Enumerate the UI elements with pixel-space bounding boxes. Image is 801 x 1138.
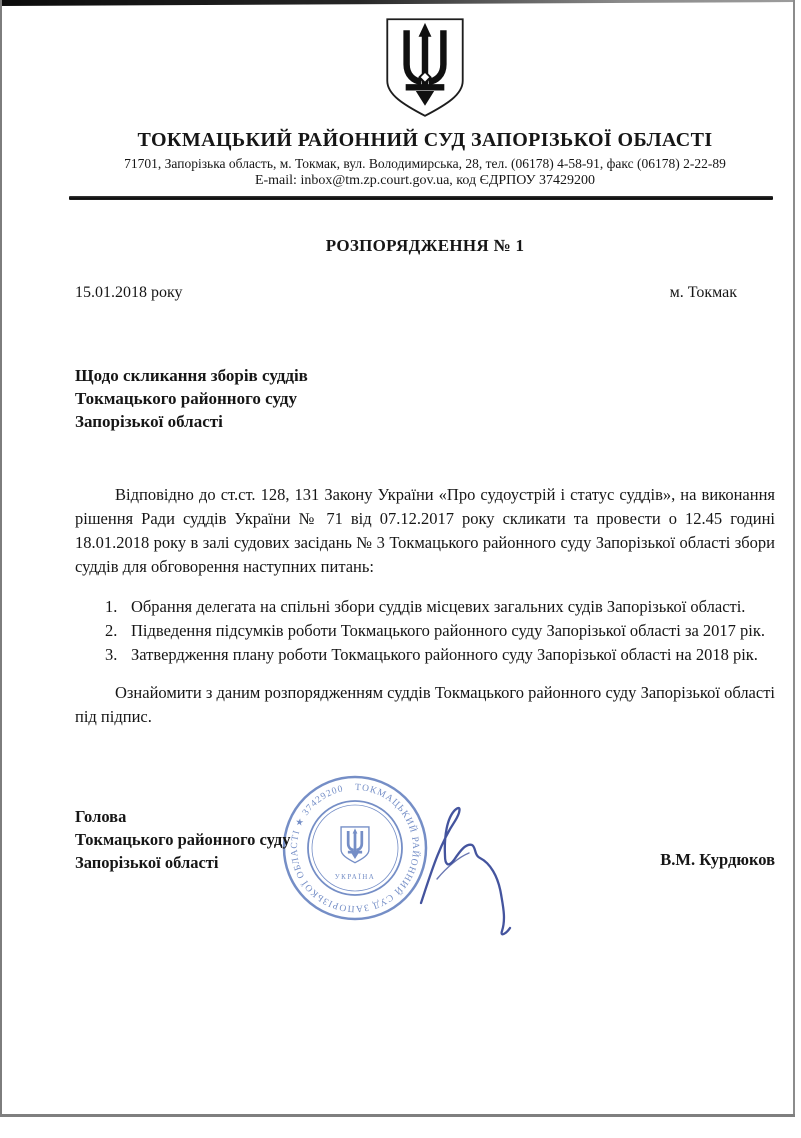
court-name: ТОКМАЦЬКИЙ РАЙОННИЙ СУД ЗАПОРІЗЬКОЇ ОБЛАСТІ (137, 129, 713, 151)
letterhead (75, 16, 775, 200)
agenda-item (105, 595, 775, 619)
dateline (75, 284, 775, 302)
document-place: м. Токмак (669, 284, 737, 301)
subject-line: Токмацького районного суду (75, 389, 297, 408)
agenda-item-number: 2. (105, 621, 118, 640)
agenda-item (105, 643, 775, 667)
signer-role-line: Токмацького районного суду (75, 830, 291, 849)
document-date: 15.01.2018 року (75, 284, 183, 301)
agenda-item-text: Обрання делегата на спільні збори суддів місцевих загальних судів Запорізької області. (131, 597, 746, 616)
document-title: РОЗПОРЯДЖЕННЯ № 1 (325, 236, 525, 255)
agenda-item-number: 3. (105, 645, 118, 664)
intro-paragraph: Відповідно до ст.ст. 128, 131 Закону України «Про судоустрій і статус суддів», на виконання рішення Ради суддів України № 71 від 07.12.2017 року скликати та провести о 12.45 годині 18.01.2018 року в залі судових засідань № 3 Токмацького районного суду Запорізької області збори суддів для обговорення наступних питань: (75, 485, 775, 576)
court-address-line: 71701, Запорізька область, м. Токмак, вул. Володимирська, 28, тел. (06178) 4-58-91, факс (06178) 2-22-89 (124, 156, 726, 171)
signer-role-line: Запорізької області (75, 853, 219, 872)
signer-role-line: Голова (75, 807, 127, 826)
agenda-item-text: Підведення підсумків роботи Токмацького районного суду Запорізької області за 2017 рік. (131, 621, 766, 640)
signature-block (75, 782, 775, 955)
stamp-center-text: УКРАЇНА (334, 873, 376, 881)
court-email-line: E-mail: inbox@tm.zp.court.gov.ua, код ЄДРПОУ 37429200 (254, 173, 596, 188)
ukraine-trident-emblem-icon (379, 16, 471, 120)
stamp-ring-text: ТОКМАЦЬКИЙ РАЙОННИЙ СУД ЗАПОРІЗЬКОЇ ОБЛАСТІ ★ 37429200 (289, 782, 421, 914)
subject-block (75, 364, 775, 433)
agenda-list (75, 595, 775, 667)
subject-line: Щодо скликання зборів суддів (75, 366, 308, 385)
agenda-item (105, 619, 775, 643)
letterhead-divider (69, 196, 773, 200)
signer-name: В.М. Курдюков (660, 850, 775, 869)
agenda-item-number: 1. (105, 597, 118, 616)
closing-paragraph: Ознайомити з даним розпорядженням суддів Токмацького районного суду Запорізької області під підпис. (75, 683, 775, 726)
subject-line: Запорізької області (75, 412, 223, 431)
agenda-item-text: Затвердження плану роботи Токмацького районного суду Запорізької області на 2018 рік. (131, 645, 758, 664)
